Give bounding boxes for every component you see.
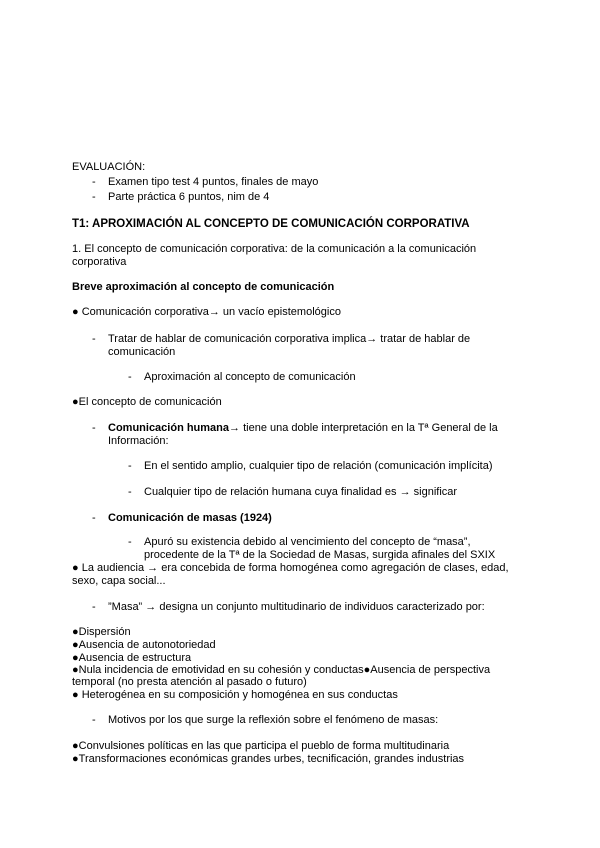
humana-line1 [108, 422, 498, 434]
tratar-line2: comunicación [108, 346, 176, 358]
audiencia-line1: ● La audiencia → era concebida de forma homogénea como agregación de clases, edad, [72, 562, 509, 574]
list-dash: - [92, 176, 96, 188]
list-dash: - [128, 371, 132, 383]
list-dash: - [92, 714, 96, 726]
section1-line2: corporativa [72, 256, 127, 268]
subheading: Breve aproximación al concepto de comunicación [72, 281, 335, 293]
razon-item: ●Convulsiones políticas en las que participa el pueblo de forma multitudinaria [72, 740, 450, 752]
audiencia-line2: sexo, capa social... [72, 575, 166, 587]
masas-heading: Comunicación de masas (1924) [108, 512, 272, 524]
list-dash: - [128, 486, 132, 498]
humana-bold: Comunicación humana [108, 422, 230, 434]
evaluacion-item-1: Examen tipo test 4 puntos, finales de mayo [108, 176, 319, 188]
humana-line2: Información: [108, 435, 169, 447]
list-dash: - [92, 191, 96, 203]
evaluacion-item-2: Parte práctica 6 puntos, nim de 4 [108, 191, 270, 203]
cualquier-item: Cualquier tipo de relación humana cuya finalidad es → significar [144, 486, 458, 498]
caracteristica-item: ● Heterogénea en su composición y homogénea en sus conductas [72, 689, 398, 701]
bullet-corporativa: ● Comunicación corporativa→ un vacío epistemológico [72, 306, 341, 318]
caracteristica-item: temporal (no presta atención al pasado o futuro) [72, 676, 307, 688]
list-dash: - [92, 422, 96, 434]
section1-line1: 1. El concepto de comunicación corporativa: de la comunicación a la comunicación [72, 243, 477, 255]
caracteristica-item: ●Ausencia de estructura [72, 652, 192, 664]
sentido-amplio-item: En el sentido amplio, cualquier tipo de relación (comunicación implícita) [144, 460, 493, 472]
caracteristica-item: ●Ausencia de autonotoriedad [72, 639, 216, 651]
evaluacion-title: EVALUACIÓN: [72, 161, 146, 173]
list-dash: - [128, 536, 132, 548]
tratar-line1: Tratar de hablar de comunicación corporativa implica→ tratar de hablar de [108, 333, 471, 345]
apuro-line2: procedente de la Tª de la Sociedad de Masas, surgida afinales del SXIX [144, 549, 496, 561]
list-dash: - [92, 512, 96, 524]
humana-rest: → tiene una doble interpretación en la Tª General de la [229, 422, 498, 434]
caracteristica-item: ●Nula incidencia de emotividad en su cohesión y conductas●Ausencia de perspectiva [72, 664, 491, 676]
masa-definition: ”Masa” → designa un conjunto multitudinario de individuos caracterizado por: [108, 601, 485, 613]
aproximacion-item: Aproximación al concepto de comunicación [144, 371, 356, 383]
list-dash: - [128, 460, 132, 472]
razon-item: ●Transformaciones económicas grandes urbes, tecnificación, grandes industrias [72, 753, 465, 765]
bullet-concepto: ●El concepto de comunicación [72, 396, 222, 408]
apuro-line1: Apuró su existencia debido al vencimiento del concepto de “masa”, [144, 536, 471, 548]
list-dash: - [92, 601, 96, 613]
caracteristica-item: ●Dispersión [72, 626, 131, 638]
list-dash: - [92, 333, 96, 345]
motivos-item: Motivos por los que surge la reflexión sobre el fenómeno de masas: [108, 714, 439, 726]
t1-heading: T1: APROXIMACIÓN AL CONCEPTO DE COMUNICACIÓN CORPORATIVA [72, 218, 470, 230]
